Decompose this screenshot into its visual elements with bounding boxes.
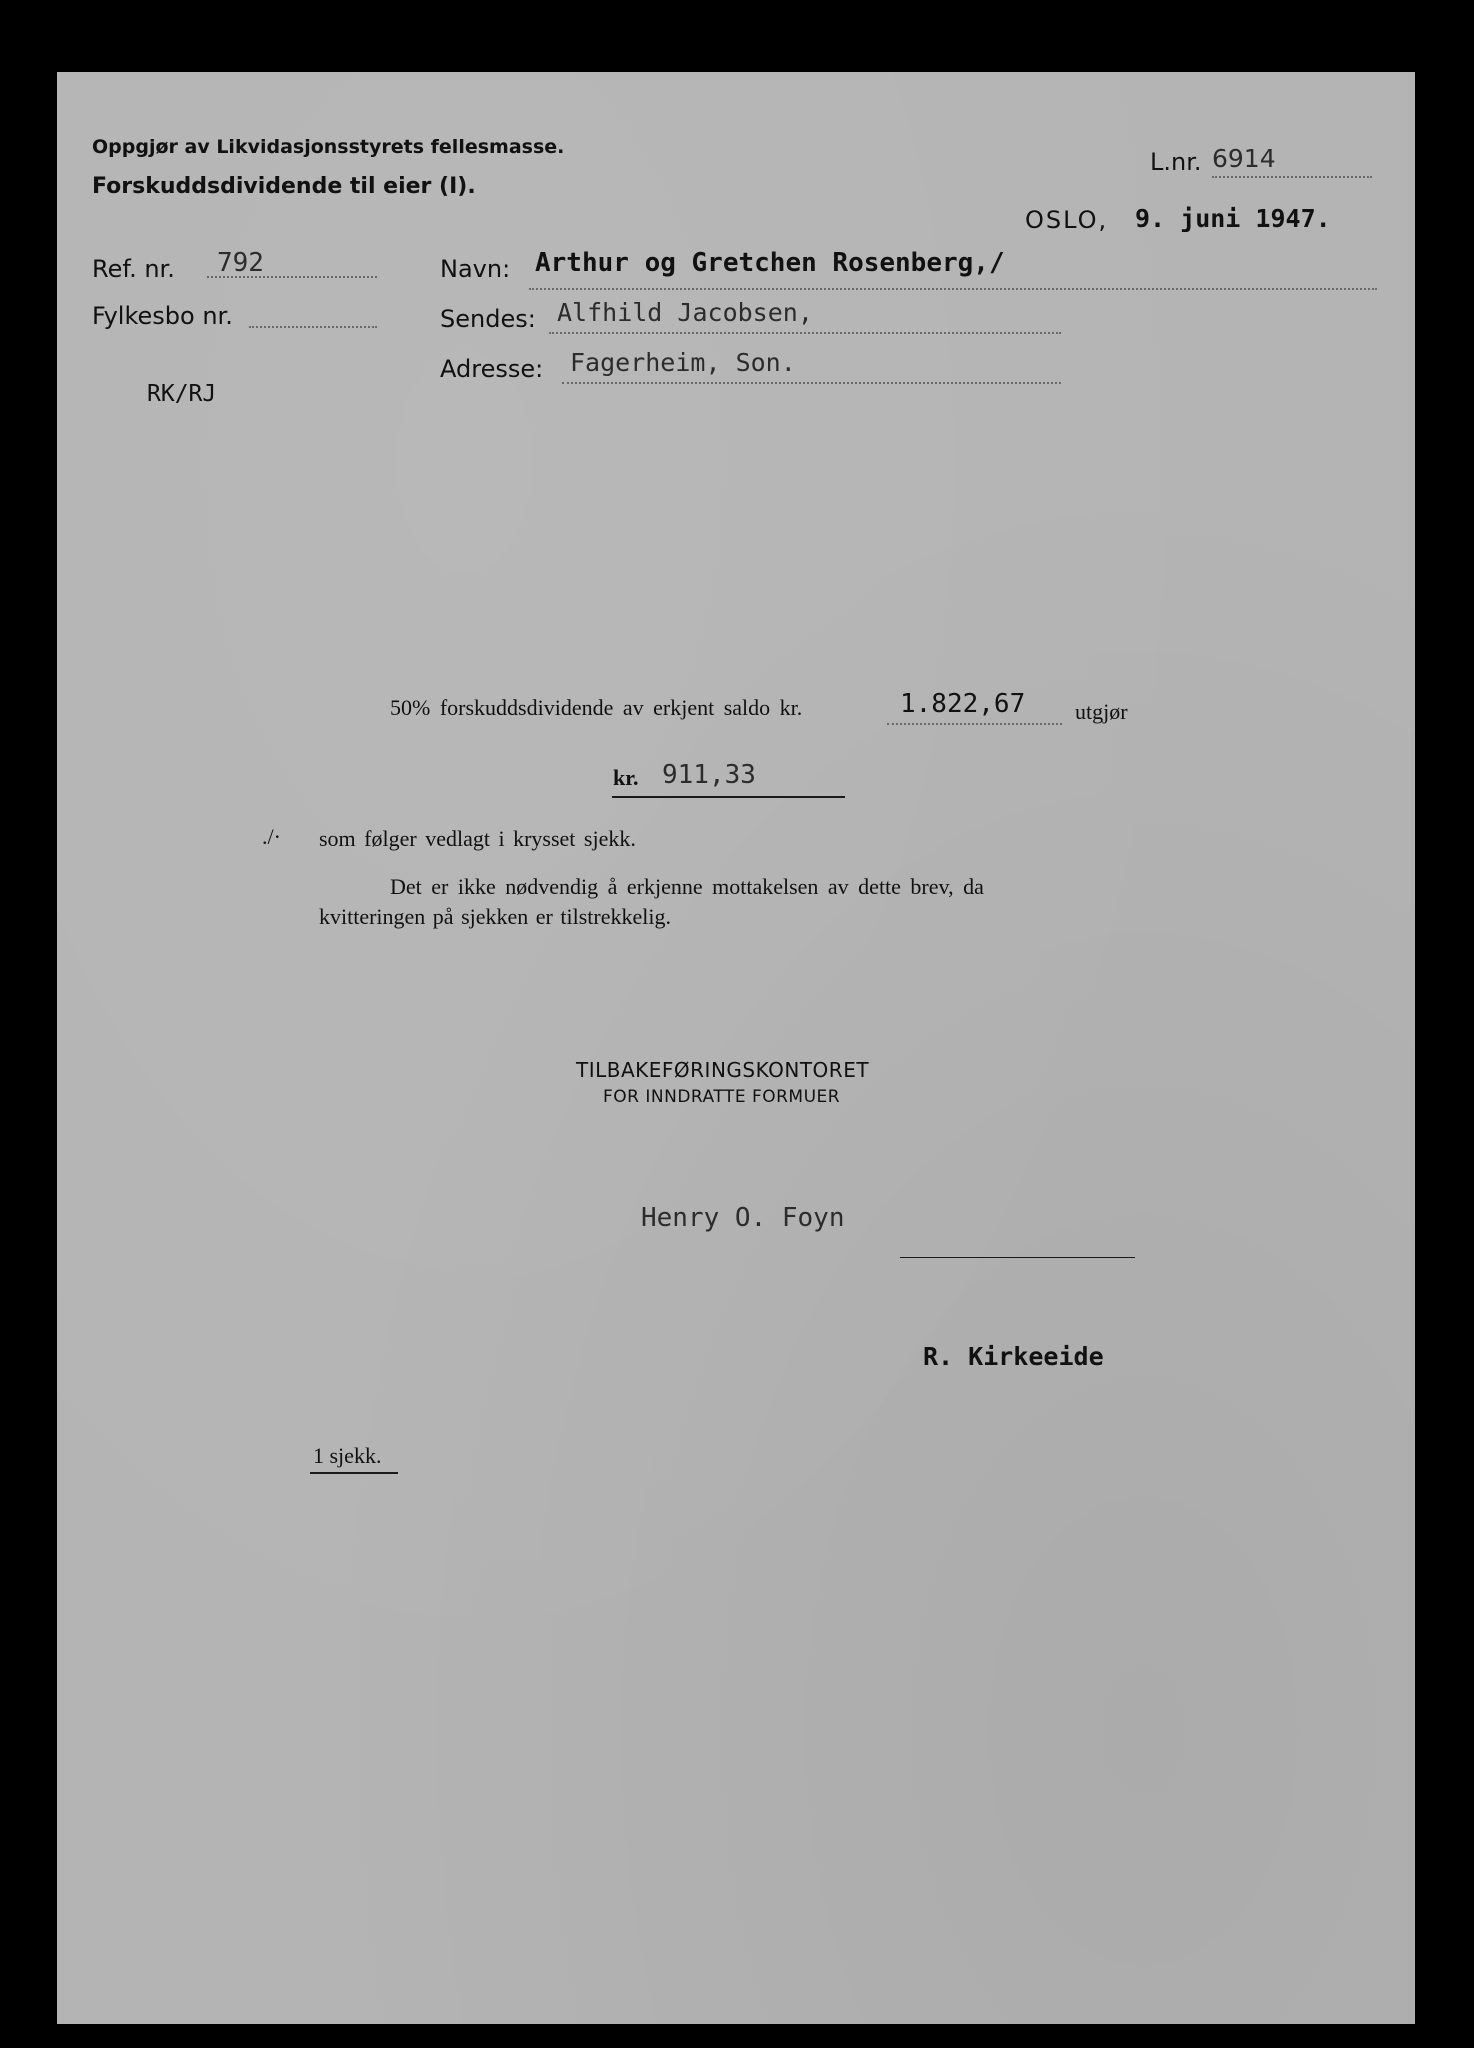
utgjor-label: utgjør — [1075, 699, 1128, 724]
enclosure-mark: ./· — [262, 824, 281, 849]
navn-dotted-line — [529, 288, 1377, 290]
place-label: OSLO, — [1025, 206, 1109, 234]
adresse-label: Adresse: — [440, 355, 544, 383]
navn-value: Arthur og Gretchen Rosenberg,/ — [535, 248, 1005, 278]
signer2-name: R. Kirkeeide — [923, 1342, 1104, 1371]
sendes-value: Alfhild Jacobsen, — [557, 298, 813, 327]
payout-amount: 911,33 — [662, 760, 756, 790]
attachment-note: 1 sjekk. — [313, 1443, 382, 1468]
ref-dotted-line — [207, 276, 377, 278]
payout-underline — [612, 796, 845, 798]
dividend-text: 50% forskuddsdividende av erkjent saldo kr. — [390, 695, 803, 720]
sendes-label: Sendes: — [440, 305, 536, 333]
lnr-value: 6914 — [1212, 144, 1276, 173]
signature-line — [900, 1257, 1135, 1258]
letter-date: 9. juni 1947. — [1135, 204, 1331, 233]
fylkesbo-label: Fylkesbo nr. — [92, 302, 233, 330]
navn-label: Navn: — [440, 255, 511, 283]
signer1-name: Henry O. Foyn — [641, 1203, 845, 1233]
notice-line1: Det er ikke nødvendig å erkjenne mottakelsen av dette brev, da — [390, 874, 984, 899]
office-name-line1: TILBAKEFØRINGSKONTORET — [576, 1058, 870, 1082]
attachment-underline — [310, 1472, 398, 1474]
fylkesbo-dotted-line — [249, 326, 377, 328]
enclosure-text: som følger vedlagt i krysset sjekk. — [319, 826, 636, 851]
lnr-dotted-line — [1212, 176, 1372, 178]
ref-value: 792 — [217, 248, 264, 278]
document-page — [57, 72, 1415, 2024]
adresse-dotted-line — [562, 382, 1061, 384]
adresse-value: Fagerheim, Son. — [570, 348, 796, 377]
kr-label: kr. — [613, 765, 639, 790]
saldo-amount: 1.822,67 — [900, 689, 1026, 719]
header-line1: Oppgjør av Likvidasjonsstyrets fellesmasse. — [92, 136, 565, 158]
sendes-dotted-line — [549, 332, 1061, 334]
initials: RK/RJ — [147, 381, 217, 407]
saldo-dotted-line — [887, 723, 1062, 725]
ref-label: Ref. nr. — [92, 255, 175, 283]
office-name-line2: FOR INNDRATTE FORMUER — [603, 1087, 841, 1107]
lnr-label: L.nr. — [1150, 148, 1202, 176]
header-line2: Forskuddsdividende til eier (I). — [92, 174, 476, 199]
notice-line2: kvitteringen på sjekken er tilstrekkelig. — [319, 904, 671, 929]
